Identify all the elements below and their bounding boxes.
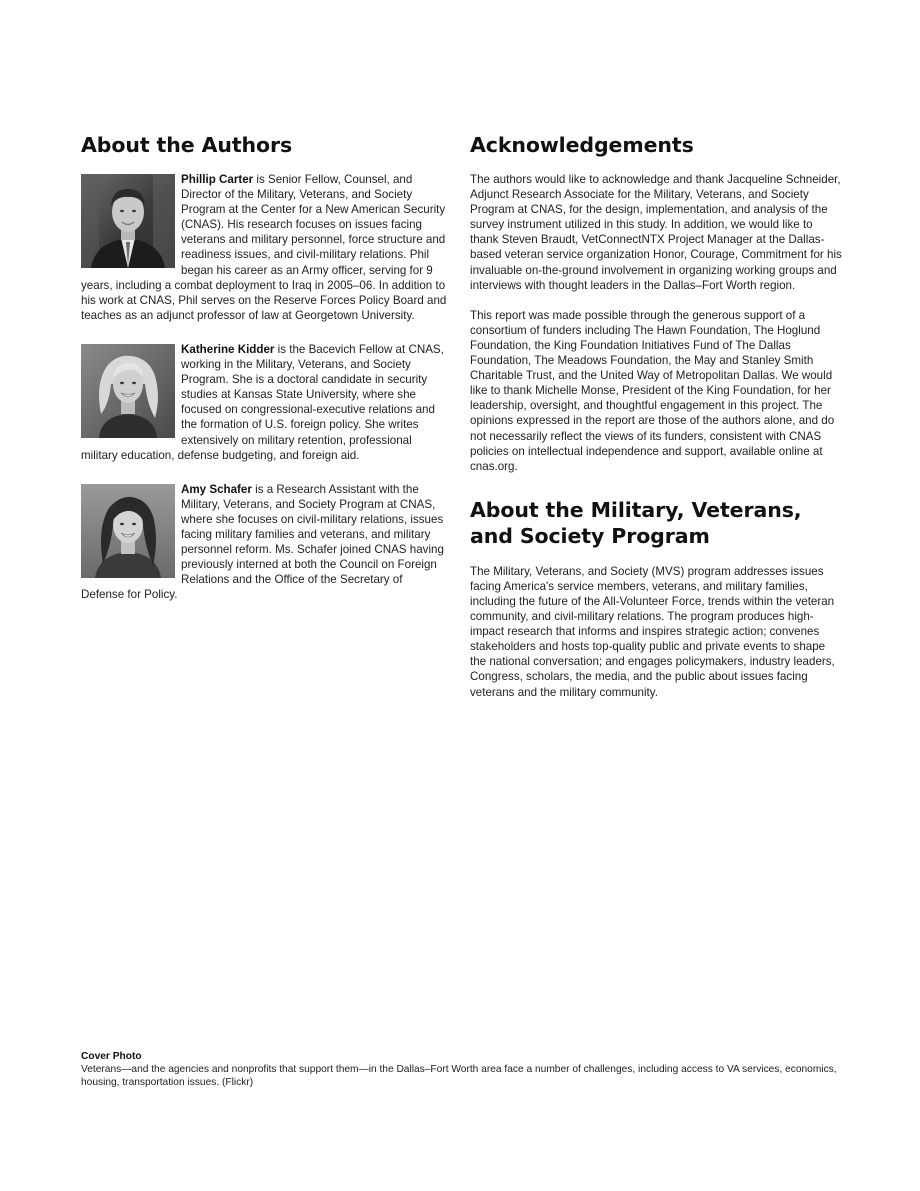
author-bio-text: is the Bacevich Fellow at CNAS, working in the Military, Veterans, and Society Program. She is a doctoral candidate in security studies at Kansas State University, where she focused on congressional-executive relations and the formation of U.S. foreign policy. She writes extensively on military retention, professional military education, defense budgeting, and foreign aid.: [81, 342, 444, 462]
author-bio-text: is a Research Assistant with the Military, Veterans, and Society Program at CNAS, where she focuses on civil-military relations, issues facing military families and veterans, and military personnel reform. Ms. Schafer joined CNAS having previously interned at both the Council on Foreign Relations and the Office of the Secretary of Defense for Policy.: [81, 482, 444, 602]
author-photo-schafer: [81, 484, 175, 578]
cover-photo-note: [81, 1050, 851, 1089]
authors-section: [81, 132, 447, 602]
author-bio-kidder: [81, 342, 447, 463]
acknowledgements-section: [470, 132, 842, 700]
acknowledgements-paragraph: The authors would like to acknowledge and thank Jacqueline Schneider, Adjunct Research Associate for the Military, Veterans, and Society Program at CNAS, for the design, implementation, and analysis of the survey instrument utilized in this study. In addition, we would like to thank Steven Braudt, VetConnectNTX Project Manager at the Dallas-based veteran service organization Honor, Courage, Commitment for his invaluable on-the-ground involvement in organizing working groups and interviews with thought leaders in the Dallas–Fort Worth region.: [470, 173, 842, 292]
author-name: Amy Schafer: [181, 482, 252, 496]
program-description: The Military, Veterans, and Society (MVS) program addresses issues facing America's service members, veterans, and military families, including the future of the All-Volunteer Force, trends within the veteran community, and civil-military relations. The program produces high-impact research that informs and inspires strategic action; convenes stakeholders and hosts top-quality public and private events to shape the national conversation; and engages policymakers, industry leaders, Congress, scholars, the media, and the public about issues facing veterans and the military community.: [470, 564, 835, 699]
program-heading: About the Military, Veterans, and Society Program: [470, 497, 802, 548]
acknowledgements-heading: Acknowledgements: [470, 133, 694, 157]
author-name: Katherine Kidder: [181, 342, 275, 356]
cover-photo-title: Cover Photo: [81, 1051, 142, 1062]
author-bio-carter: [81, 172, 447, 323]
author-photo-kidder: [81, 344, 175, 438]
program-section: [470, 497, 842, 700]
authors-heading: About the Authors: [81, 133, 293, 157]
cover-photo-caption: Veterans—and the agencies and nonprofits that support them—in the Dallas–Fort Worth area face a number of challenges, including access to VA services, economics, housing, transportation issues. (Flickr): [81, 1064, 837, 1088]
author-name: Phillip Carter: [181, 173, 254, 186]
author-bio-schafer: [81, 482, 447, 603]
acknowledgements-paragraph: This report was made possible through the generous support of a consortium of funders including The Hawn Foundation, The Hoglund Foundation, the King Foundation Initiatives Fund of The Dallas Foundation, The Meadows Foundation, the May and Stanley Smith Charitable Trust, and the United Way of Metropolitan Dallas. We would like to thank Michelle Monse, President of the King Foundation, for her leadership, oversight, and thoughtful engagement in this project. The opinions expressed in the report are those of the authors alone, and do not necessarily reflect the views of its funders, consistent with CNAS policies on intellectual independence and support, available online at cnas.org.: [470, 308, 835, 473]
author-photo-carter: [81, 174, 175, 268]
author-bio-text: is Senior Fellow, Counsel, and Director of the Military, Veterans, and Society Program at the Center for a New American Security (CNAS). His research focuses on issues facing veterans and military personnel, force structure and readiness issues, and civil-military relations. Phil began his career as an Army officer, serving for 9 years, including a combat deployment to Iraq in 2005–06. In addition to his work at CNAS, Phil serves on the Reserve Forces Policy Board and teaches as an adjunct professor of law at Georgetown University.: [81, 173, 447, 322]
